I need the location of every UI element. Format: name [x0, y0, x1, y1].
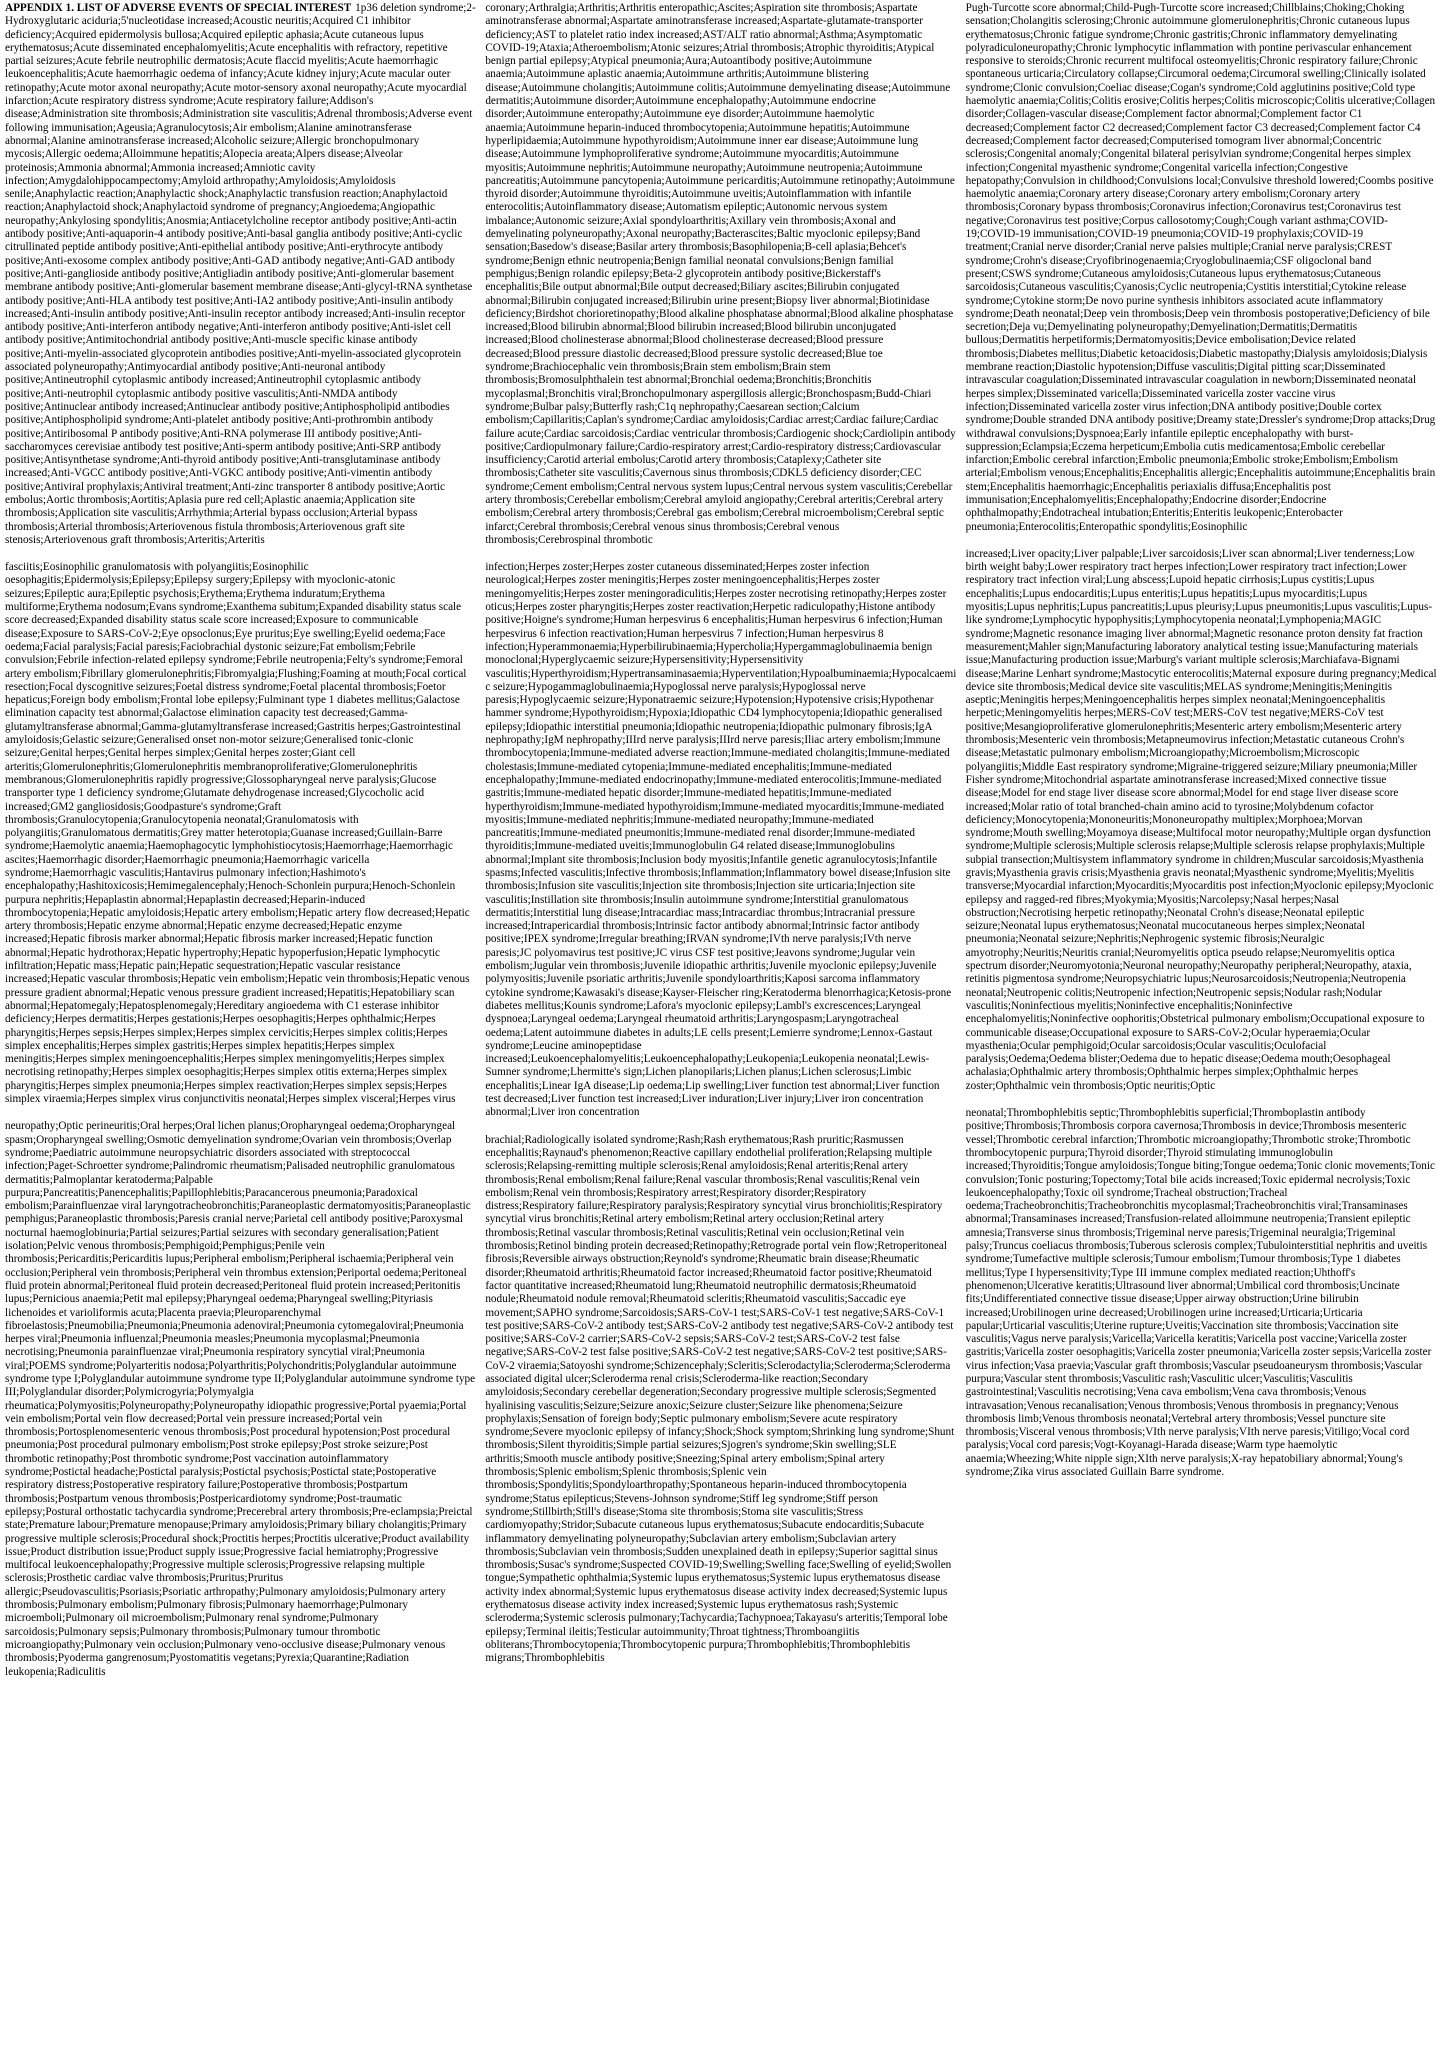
paragraph-text: 1p36 deletion syndrome;2-Hydroxyglutaric aciduria;5'nucleotidase increased;Acoustic neuritis;Acquired C1 inhibitor deficiency;Acquired epidermolysis bullosa;Acquired epileptic aphasia;Acute cutaneous lupus erythematosus;Acute disseminated encephalomyelitis;Acute encephalitis with refractory, repetitive partial seizures;Acute febrile neutrophilic dermatosis;Acute flaccid myelitis;Acute haemorrhagic leukoencephalitis;Acute haemorrhagic oedema of infancy;Acute kidney injury;Acute macular outer retinopathy;Acute motor axonal neuropathy;Acute motor-sensory axonal neuropathy;Acute myocardial infarction;Acute respiratory distress syndrome;Acute respiratory failure;Addison's disease;Administration site thrombosis;Administration site vasculitis;Adrenal thrombosis;Adverse event following immunisation;Ageusia;Agranulocytosis;Air embolism;Alanine aminotransferase abnormal;Alanine aminotransferase increased;Alcoholic seizure;Allergic bronchopulmonary mycosis;Allergic oedema;Alloimmune hepatitis;Alopecia areata;Alpers disease;Alveolar proteinosis;Ammonia abnormal;Ammonia increased;Amniotic cavity infection;Amygdalohippocampectomy;Amyloid arthropathy;Amyloidosis;Amyloidosis senile;Anaphylactic reaction;Anaphylactic shock;Anaphylactic transfusion reaction;Anaphylactoid reaction;Anaphylactoid shock;Anaphylactoid syndrome of pregnancy;Angioedema;Angiopathic neuropathy;Ankylosing spondylitis;Anosmia;Antiacetylcholine receptor antibody positive;Anti-actin antibody positive;Anti-aquaporin-4 antibody positive;Anti-basal ganglia antibody positive;Anti-cyclic citrullinated peptide antibody positive;Anti-epithelial antibody positive;Anti-erythrocyte antibody positive;Anti-exosome complex antibody positive;Anti-GAD antibody negative;Anti-GAD antibody positive;Anti-ganglioside antibody positive;Antigliadin antibody positive;Anti-glomerular basement membrane antibody positive;Anti-glomerular basement membrane disease;Anti-glycyl-tRNA synthetase antibody positive;Anti-HLA antibody test positive;Anti-IA2 antibody positive;Anti-insulin antibody increased;Anti-insulin antibody positive;Anti-insulin receptor antibody increased;Anti-insulin receptor antibody positive;Anti-interferon antibody negative;Anti-interferon antibody positive;Anti-islet cell antibody positive;Antimitochondrial antibody positive;Anti-muscle specific kinase antibody positive;Anti-myelin-associated glycoprotein antibodies positive;Anti-myelin-associated glycoprotein associated polyneuropathy;Antimyocardial antibody positive;Anti-neuronal antibody positive;Antineutrophil cytoplasmic antibody increased;Antineutrophil cytoplasmic antibody positive;Anti-neutrophil cytoplasmic antibody positive vasculitis;Anti-NMDA antibody positive;Antinuclear antibody increased;Antinuclear antibody positive;Antiphospholipid antibodies positive;Antiphospholipid syndrome;Anti-platelet antibody positive;Anti-prothrombin antibody positive;Antiribosomal P antibody positive;Anti-RNA polymerase III antibody positive;Anti-saccharomyces cerevisiae antibody test positive;Anti-sperm antibody positive;Anti-SRP antibody positive;Antisynthetase syndrome;Anti-thyroid antibody positive;Anti-transglutaminase antibody increased;Anti-VGCC antibody positive;Anti-VGKC antibody positive;Anti-vimentin antibody positive;Antiviral prophylaxis;Antiviral treatment;Anti-zinc transporter 8 antibody positive;Aortic embolus;Aortic thrombosis;Aortitis;Aplasia pure red cell;Aplastic anaemia;Application site thrombosis;Application site vasculitis;Arrhythmia;Arterial bypass occlusion;Arterial bypass thrombosis;Arterial thrombosis;Arteriovenous fistula thrombosis;Arteriovenous graft site stenosis;Arteriovenous graft thrombosis;Arteritis;Arteritis	[5, 2, 476, 546]
paragraph: coronary;Arthralgia;Arthritis;Arthritis enteropathic;Ascites;Aspiration site thrombosis;Aspartate aminotransferase abnormal;Aspartate aminotransferase increased;Aspartate-glutamate-transporter deficiency;AST to platelet ratio index increased;AST/ALT ratio abnormal;Asthma;Asymptomatic COVID-19;Ataxia;Atheroembolism;Atonic seizures;Atrial thrombosis;Atrophic thyroiditis;Atypical benign partial epilepsy;Atypical pneumonia;Aura;Autoantibody positive;Autoimmune anaemia;Autoimmune aplastic anaemia;Autoimmune arthritis;Autoimmune blistering disease;Autoimmune cholangitis;Autoimmune colitis;Autoimmune demyelinating disease;Autoimmune dermatitis;Autoimmune disorder;Autoimmune encephalopathy;Autoimmune endocrine disorder;Autoimmune enteropathy;Autoimmune eye disorder;Autoimmune haemolytic anaemia;Autoimmune heparin-induced thrombocytopenia;Autoimmune hepatitis;Autoimmune hyperlipidaemia;Autoimmune hypothyroidism;Autoimmune inner ear disease;Autoimmune lung disease;Autoimmune lymphoproliferative syndrome;Autoimmune myocarditis;Autoimmune myositis;Autoimmune nephritis;Autoimmune neuropathy;Autoimmune neutropenia;Autoimmune pancreatitis;Autoimmune pancytopenia;Autoimmune pericarditis;Autoimmune retinopathy;Autoimmune thyroid disorder;Autoimmune thyroiditis;Autoimmune uveitis;Autoinflammation with infantile enterocolitis;Autoinflammatory disease;Automatism epileptic;Autonomic nervous system imbalance;Autonomic seizure;Axial spondyloarthritis;Axillary vein thrombosis;Axonal and demyelinating polyneuropathy;Axonal neuropathy;Bacterascites;Baltic myoclonic epilepsy;Band sensation;Basedow's disease;Basilar artery thrombosis;Basophilopenia;B-cell aplasia;Behcet's syndrome;Benign ethnic neutropenia;Benign familial neonatal convulsions;Benign familial pemphigus;Benign rolandic epilepsy;Beta-2 glycoprotein antibody positive;Bickerstaff's encephalitis;Bile output abnormal;Bile output decreased;Biliary ascites;Bilirubin conjugated abnormal;Bilirubin conjugated increased;Bilirubin urine present;Biopsy liver abnormal;Biotinidase deficiency;Birdshot chorioretinopathy;Blood alkaline phosphatase abnormal;Blood alkaline phosphatase increased;Blood bilirubin abnormal;Blood bilirubin increased;Blood bilirubin unconjugated increased;Blood cholinesterase abnormal;Blood cholinesterase decreased;Blood pressure decreased;Blood pressure diastolic decreased;Blood pressure systolic decreased;Blue toe syndrome;Brachiocephalic vein thrombosis;Brain stem embolism;Brain stem thrombosis;Bromosulphthalein test abnormal;Bronchial oedema;Bronchitis;Bronchitis mycoplasmal;Bronchitis viral;Bronchopulmonary aspergillosis allergic;Bronchospasm;Budd-Chiari syndrome;Bulbar palsy;Butterfly rash;C1q nephropathy;Caesarean section;Calcium embolism;Capillaritis;Caplan's syndrome;Cardiac amyloidosis;Cardiac arrest;Cardiac failure;Cardiac failure acute;Cardiac sarcoidosis;Cardiac ventricular thrombosis;Cardiogenic shock;Cardiolipin antibody positive;Cardiopulmonary failure;Cardio-respiratory arrest;Cardio-respiratory distress;Cardiovascular insufficiency;Carotid arterial embolus;Carotid artery thrombosis;Cataplexy;Catheter site thrombosis;Catheter site vasculitis;Cavernous sinus thrombosis;CDKL5 deficiency disorder;CEC syndrome;Cement embolism;Central nervous system lupus;Central nervous system vasculitis;Cerebellar artery thrombosis;Cerebellar embolism;Cerebral amyloid angiopathy;Cerebral arteritis;Cerebral artery embolism;Cerebral artery thrombosis;Cerebral gas embolism;Cerebral microembolism;Cerebral septic infarct;Cerebral thrombosis;Cerebral venous sinus thrombosis;Cerebral venous thrombosis;Cerebrospinal thrombotic	[485, 2, 956, 546]
text-columns	[5, 2, 1437, 2048]
paragraph: infection;Herpes zoster;Herpes zoster cutaneous disseminated;Herpes zoster infection neurological;Herpes zoster meningitis;Herpes zoster meningoencephalitis;Herpes zoster meningomyelitis;Herpes zoster meningoradiculitis;Herpes zoster necrotising retinopathy;Herpes zoster oticus;Herpes zoster pharyngitis;Herpes zoster reactivation;Herpetic radiculopathy;Histone antibody positive;Hoigne's syndrome;Human herpesvirus 6 encephalitis;Human herpesvirus 6 infection;Human herpesvirus 6 infection reactivation;Human herpesvirus 7 infection;Human herpesvirus 8 infection;Hyperammonaemia;Hyperbilirubinaemia;Hypercholia;Hypergammaglobulinaemia benign monoclonal;Hyperglycaemic seizure;Hypersensitivity;Hypersensitivity vasculitis;Hyperthyroidism;Hypertransaminasaemia;Hyperventilation;Hypoalbuminaemia;Hypocalcaemic seizure;Hypogammaglobulinaemia;Hypoglossal nerve paralysis;Hypoglossal nerve paresis;Hypoglycaemic seizure;Hyponatraemic seizure;Hypotension;Hypotensive crisis;Hypothenar hammer syndrome;Hypothyroidism;Hypoxia;Idiopathic CD4 lymphocytopenia;Idiopathic generalised epilepsy;Idiopathic interstitial pneumonia;Idiopathic neutropenia;Idiopathic pulmonary fibrosis;IgA nephropathy;IgM nephropathy;IIIrd nerve paralysis;IIIrd nerve paresis;Iliac artery embolism;Immune thrombocytopenia;Immune-mediated adverse reaction;Immune-mediated cholangitis;Immune-mediated cholestasis;Immune-mediated cytopenia;Immune-mediated encephalitis;Immune-mediated encephalopathy;Immune-mediated endocrinopathy;Immune-mediated enterocolitis;Immune-mediated gastritis;Immune-mediated hepatic disorder;Immune-mediated hepatitis;Immune-mediated hyperthyroidism;Immune-mediated hypothyroidism;Immune-mediated myocarditis;Immune-mediated myositis;Immune-mediated nephritis;Immune-mediated neuropathy;Immune-mediated pancreatitis;Immune-mediated pneumonitis;Immune-mediated renal disorder;Immune-mediated thyroiditis;Immune-mediated uveitis;Immunoglobulin G4 related disease;Immunoglobulins abnormal;Implant site thrombosis;Inclusion body myositis;Infantile genetic agranulocytosis;Infantile spasms;Infected vasculitis;Infective thrombosis;Inflammation;Inflammatory bowel disease;Infusion site thrombosis;Infusion site vasculitis;Injection site thrombosis;Injection site urticaria;Injection site vasculitis;Instillation site thrombosis;Insulin autoimmune syndrome;Interstitial granulomatous dermatitis;Interstitial lung disease;Intracardiac mass;Intracardiac thrombus;Intracranial pressure increased;Intrapericardial thrombosis;Intrinsic factor antibody abnormal;Intrinsic factor antibody positive;IPEX syndrome;Irregular breathing;IRVAN syndrome;IVth nerve paralysis;IVth nerve paresis;JC polyomavirus test positive;JC virus CSF test positive;Jeavons syndrome;Jugular vein embolism;Jugular vein thrombosis;Juvenile idiopathic arthritis;Juvenile myoclonic epilepsy;Juvenile polymyositis;Juvenile psoriatic arthritis;Juvenile spondyloarthritis;Kaposi sarcoma inflammatory cytokine syndrome;Kawasaki's disease;Kayser-Fleischer ring;Keratoderma blenorrhagica;Ketosis-prone diabetes mellitus;Kounis syndrome;Lafora's myoclonic epilepsy;Lambl's excrescences;Laryngeal dyspnoea;Laryngeal oedema;Laryngeal rheumatoid arthritis;Laryngospasm;Laryngotracheal oedema;Latent autoimmune diabetes in adults;LE cells present;Lemierre syndrome;Lennox-Gastaut syndrome;Leucine aminopeptidase increased;Leukoencephalomyelitis;Leukoencephalopathy;Leukopenia;Leukopenia neonatal;Lewis-Sumner syndrome;Lhermitte's sign;Lichen planopilaris;Lichen planus;Lichen sclerosus;Limbic encephalitis;Linear IgA disease;Lip oedema;Lip swelling;Liver function test abnormal;Liver function test decreased;Liver function test increased;Liver induration;Liver injury;Liver iron concentration abnormal;Liver iron concentration	[485, 561, 957, 1119]
column-2	[485, 2, 956, 2048]
column-3	[966, 2, 1437, 2048]
paragraph: neonatal;Thrombophlebitis septic;Thrombophlebitis superficial;Thromboplastin antibody positive;Thrombosis;Thrombosis corpora cavernosa;Thrombosis in device;Thrombosis mesenteric vessel;Thrombotic cerebral infarction;Thrombotic microangiopathy;Thrombotic stroke;Thrombotic thrombocytopenic purpura;Thyroid disorder;Thyroid stimulating immunoglobulin increased;Thyroiditis;Tongue amyloidosis;Tongue biting;Tongue oedema;Tonic clonic movements;Tonic convulsion;Tonic posturing;Topectomy;Total bile acids increased;Toxic epidermal necrolysis;Toxic leukoencephalopathy;Toxic oil syndrome;Tracheal obstruction;Tracheal oedema;Tracheobronchitis;Tracheobronchitis mycoplasmal;Tracheobronchitis viral;Transaminases abnormal;Transaminases increased;Transfusion-related alloimmune neutropenia;Transient epileptic amnesia;Transverse sinus thrombosis;Trigeminal nerve paresis;Trigeminal neuralgia;Trigeminal palsy;Truncus coeliacus thrombosis;Tuberous sclerosis complex;Tubulointerstitial nephritis and uveitis syndrome;Tumefactive multiple sclerosis;Tumour embolism;Tumour thrombosis;Type 1 diabetes mellitus;Type I hypersensitivity;Type III immune complex mediated reaction;Uhthoff's phenomenon;Ulcerative keratitis;Ultrasound liver abnormal;Umbilical cord thrombosis;Uncinate fits;Undifferentiated connective tissue disease;Upper airway obstruction;Urine bilirubin increased;Urobilinogen urine decreased;Urobilinogen urine increased;Urticaria;Urticaria papular;Urticarial vasculitis;Uterine rupture;Uveitis;Vaccination site thrombosis;Vaccination site vasculitis;Vagus nerve paralysis;Varicella;Varicella keratitis;Varicella post vaccine;Varicella zoster gastritis;Varicella zoster oesophagitis;Varicella zoster pneumonia;Varicella zoster sepsis;Varicella zoster virus infection;Vasa praevia;Vascular graft thrombosis;Vascular pseudoaneurysm thrombosis;Vascular purpura;Vascular stent thrombosis;Vasculitic rash;Vasculitic ulcer;Vasculitis;Vasculitis gastrointestinal;Vasculitis necrotising;Vena cava embolism;Vena cava thrombosis;Venous intravasation;Venous recanalisation;Venous thrombosis;Venous thrombosis in pregnancy;Venous thrombosis limb;Venous thrombosis neonatal;Vertebral artery thrombosis;Vessel puncture site thrombosis;Visceral venous thrombosis;VIth nerve paralysis;VIth nerve paresis;Vitiligo;Vocal cord paralysis;Vocal cord paresis;Vogt-Koyanagi-Harada disease;Warm type haemolytic anaemia;Wheezing;White nipple sign;XIth nerve paralysis;X-ray hepatobiliary abnormal;Young's syndrome;Zika virus associated Guillain Barre syndrome.	[965, 1107, 1435, 1479]
paragraph: fasciitis;Eosinophilic granulomatosis with polyangiitis;Eosinophilic oesophagitis;Epidermolysis;Epilepsy;Epilepsy surgery;Epilepsy with myoclonic-atonic seizures;Epileptic aura;Epileptic psychosis;Erythema;Erythema induratum;Erythema multiforme;Erythema nodosum;Evans syndrome;Exanthema subitum;Expanded disability status scale score decreased;Expanded disability status scale score increased;Exposure to communicable disease;Exposure to SARS-CoV-2;Eye opsoclonus;Eye pruritus;Eye swelling;Eyelid oedema;Face oedema;Facial paralysis;Facial paresis;Faciobrachial dystonic seizure;Fat embolism;Febrile convulsion;Febrile infection-related epilepsy syndrome;Febrile neutropenia;Felty's syndrome;Femoral artery embolism;Fibrillary glomerulonephritis;Fibromyalgia;Flushing;Foaming at mouth;Focal cortical resection;Focal dyscognitive seizures;Foetal distress syndrome;Foetal placental thrombosis;Foetor hepaticus;Foreign body embolism;Frontal lobe epilepsy;Fulminant type 1 diabetes mellitus;Galactose elimination capacity test abnormal;Galactose elimination capacity test decreased;Gamma-glutamyltransferase abnormal;Gamma-glutamyltransferase increased;Gastritis herpes;Gastrointestinal amyloidosis;Gelastic seizure;Generalised onset non-motor seizure;Generalised tonic-clonic seizure;Genital herpes;Genital herpes simplex;Genital herpes zoster;Giant cell arteritis;Glomerulonephritis;Glomerulonephritis membranoproliferative;Glomerulonephritis membranous;Glomerulonephritis rapidly progressive;Glossopharyngeal nerve paralysis;Glucose transporter type 1 deficiency syndrome;Glutamate dehydrogenase increased;Glycocholic acid increased;GM2 gangliosidosis;Goodpasture's syndrome;Graft thrombosis;Granulocytopenia;Granulocytopenia neonatal;Granulomatosis with polyangiitis;Granulomatous dermatitis;Grey matter heterotopia;Guanase increased;Guillain-Barre syndrome;Haemolytic anaemia;Haemophagocytic lymphohistiocytosis;Haemorrhage;Haemorrhagic ascites;Haemorrhagic disorder;Haemorrhagic pneumonia;Haemorrhagic varicella syndrome;Haemorrhagic vasculitis;Hantavirus pulmonary infection;Hashimoto's encephalopathy;Hashitoxicosis;Hemimegalencephaly;Henoch-Schonlein purpura;Henoch-Schonlein purpura nephritis;Hepaplastin abnormal;Hepaplastin decreased;Heparin-induced thrombocytopenia;Hepatic amyloidosis;Hepatic artery embolism;Hepatic artery flow decreased;Hepatic artery thrombosis;Hepatic enzyme abnormal;Hepatic enzyme decreased;Hepatic enzyme increased;Hepatic fibrosis marker abnormal;Hepatic fibrosis marker increased;Hepatic function abnormal;Hepatic hydrothorax;Hepatic hypertrophy;Hepatic hypoperfusion;Hepatic lymphocytic infiltration;Hepatic mass;Hepatic pain;Hepatic sequestration;Hepatic vascular resistance increased;Hepatic vascular thrombosis;Hepatic vein embolism;Hepatic vein thrombosis;Hepatic venous pressure gradient abnormal;Hepatic venous pressure gradient increased;Hepatitis;Hepatobiliary scan abnormal;Hepatomegaly;Hepatosplenomegaly;Hereditary angioedema with C1 esterase inhibitor deficiency;Herpes dermatitis;Herpes gestationis;Herpes oesophagitis;Herpes ophthalmic;Herpes pharyngitis;Herpes sepsis;Herpes simplex;Herpes simplex cervicitis;Herpes simplex colitis;Herpes simplex encephalitis;Herpes simplex gastritis;Herpes simplex hepatitis;Herpes simplex meningitis;Herpes simplex meningoencephalitis;Herpes simplex meningomyelitis;Herpes simplex necrotising retinopathy;Herpes simplex oesophagitis;Herpes simplex otitis externa;Herpes simplex pharyngitis;Herpes simplex pneumonia;Herpes simplex reactivation;Herpes simplex sepsis;Herpes simplex viraemia;Herpes simplex virus conjunctivitis neonatal;Herpes simplex visceral;Herpes virus	[5, 561, 470, 1106]
paragraph	[5, 2, 476, 547]
paragraph: increased;Liver opacity;Liver palpable;Liver sarcoidosis;Liver scan abnormal;Liver tenderness;Low birth weight baby;Lower respiratory tract herpes infection;Lower respiratory tract infection;Lower respiratory tract infection viral;Lung abscess;Lupoid hepatic cirrhosis;Lupus cystitis;Lupus encephalitis;Lupus endocarditis;Lupus enteritis;Lupus hepatitis;Lupus myocarditis;Lupus myositis;Lupus nephritis;Lupus pancreatitis;Lupus pleurisy;Lupus pneumonitis;Lupus vasculitis;Lupus-like syndrome;Lymphocytic hypophysitis;Lymphocytopenia neonatal;Lymphopenia;MAGIC syndrome;Magnetic resonance imaging liver abnormal;Magnetic resonance proton density fat fraction measurement;Mahler sign;Manufacturing laboratory analytical testing issue;Manufacturing materials issue;Manufacturing production issue;Marburg's variant multiple sclerosis;Marchiafava-Bignami disease;Marine Lenhart syndrome;Mastocytic enterocolitis;Maternal exposure during pregnancy;Medical device site thrombosis;Medical device site vasculitis;MELAS syndrome;Meningitis;Meningitis aseptic;Meningitis herpes;Meningoencephalitis herpes simplex neonatal;Meningoencephalitis herpetic;Meningomyelitis herpes;MERS-CoV test;MERS-CoV test negative;MERS-CoV test positive;Mesangioproliferative glomerulonephritis;Mesenteric artery embolism;Mesenteric artery thrombosis;Mesenteric vein thrombosis;Metapneumovirus infection;Metastatic cutaneous Crohn's disease;Metastatic pulmonary embolism;Microangiopathy;Microembolism;Microscopic polyangiitis;Middle East respiratory syndrome;Migraine-triggered seizure;Miliary pneumonia;Miller Fisher syndrome;Mitochondrial aspartate aminotransferase increased;Mixed connective tissue disease;Model for end stage liver disease score abnormal;Model for end stage liver disease score increased;Molar ratio of total branched-chain amino acid to tyrosine;Molybdenum cofactor deficiency;Monocytopenia;Mononeuritis;Mononeuropathy multiplex;Morphoea;Morvan syndrome;Mouth swelling;Moyamoya disease;Multifocal motor neuropathy;Multiple organ dysfunction syndrome;Multiple sclerosis;Multiple sclerosis relapse;Multiple sclerosis relapse prophylaxis;Multiple subpial transection;Multisystem inflammatory syndrome in children;Muscular sarcoidosis;Myasthenia gravis;Myasthenia gravis crisis;Myasthenia gravis neonatal;Myasthenic syndrome;Myelitis;Myelitis transverse;Myocardial infarction;Myocarditis;Myocarditis post infection;Myoclonic epilepsy;Myoclonic epilepsy and ragged-red fibres;Myokymia;Myositis;Narcolepsy;Nasal herpes;Nasal obstruction;Necrotising herpetic retinopathy;Neonatal Crohn's disease;Neonatal epileptic seizure;Neonatal lupus erythematosus;Neonatal mucocutaneous herpes simplex;Neonatal pneumonia;Neonatal seizure;Nephritis;Nephrogenic systemic fibrosis;Neuralgic amyotrophy;Neuritis;Neuritis cranial;Neuromyelitis optica pseudo relapse;Neuromyelitis optica spectrum disorder;Neuromyotonia;Neuronal neuropathy;Neuropathy peripheral;Neuropathy, ataxia, retinitis pigmentosa syndrome;Neuropsychiatric lupus;Neurosarcoidosis;Neutropenia;Neutropenia neonatal;Neutropenic colitis;Neutropenic infection;Neutropenic sepsis;Nodular rash;Nodular vasculitis;Noninfectious myelitis;Noninfective encephalitis;Noninfective encephalomyelitis;Noninfective oophoritis;Obstetrical pulmonary embolism;Occupational exposure to communicable disease;Occupational exposure to SARS-CoV-2;Ocular hyperaemia;Ocular myasthenia;Ocular pemphigoid;Ocular sarcoidosis;Ocular vasculitis;Oculofacial paralysis;Oedema;Oedema blister;Oedema due to hepatic disease;Oedema mouth;Oesophageal achalasia;Ophthalmic artery thrombosis;Ophthalmic herpes simplex;Ophthalmic herpes zoster;Ophthalmic vein thrombosis;Optic neuritis;Optic	[965, 547, 1437, 1092]
paragraph: brachial;Radiologically isolated syndrome;Rash;Rash erythematous;Rash pruritic;Rasmussen encephalitis;Raynaud's phenomenon;Reactive capillary endothelial proliferation;Relapsing multiple sclerosis;Relapsing-remitting multiple sclerosis;Renal amyloidosis;Renal arteritis;Renal artery thrombosis;Renal embolism;Renal failure;Renal vascular thrombosis;Renal vasculitis;Renal vein embolism;Renal vein thrombosis;Respiratory arrest;Respiratory disorder;Respiratory distress;Respiratory failure;Respiratory paralysis;Respiratory syncytial virus bronchiolitis;Respiratory syncytial virus bronchitis;Retinal artery embolism;Retinal artery occlusion;Retinal artery thrombosis;Retinal vascular thrombosis;Retinal vasculitis;Retinal vein occlusion;Retinal vein thrombosis;Retinol binding protein decreased;Retinopathy;Retrograde portal vein flow;Retroperitoneal fibrosis;Reversible airways obstruction;Reynold's syndrome;Rheumatic brain disease;Rheumatic disorder;Rheumatoid arthritis;Rheumatoid factor increased;Rheumatoid factor positive;Rheumatoid factor quantitative increased;Rheumatoid lung;Rheumatoid neutrophilic dermatosis;Rheumatoid nodule;Rheumatoid nodule removal;Rheumatoid scleritis;Rheumatoid vasculitis;Saccadic eye movement;SAPHO syndrome;Sarcoidosis;SARS-CoV-1 test;SARS-CoV-1 test negative;SARS-CoV-1 test positive;SARS-CoV-2 antibody test;SARS-CoV-2 antibody test negative;SARS-CoV-2 antibody test positive;SARS-CoV-2 carrier;SARS-CoV-2 sepsis;SARS-CoV-2 test;SARS-CoV-2 test false negative;SARS-CoV-2 test false positive;SARS-CoV-2 test negative;SARS-CoV-2 test positive;SARS-CoV-2 viraemia;Satoyoshi syndrome;Schizencephaly;Scleritis;Sclerodactylia;Scleroderma;Scleroderma associated digital ulcer;Scleroderma renal crisis;Scleroderma-like reaction;Secondary amyloidosis;Secondary cerebellar degeneration;Secondary progressive multiple sclerosis;Segmented hyalinising vasculitis;Seizure;Seizure anoxic;Seizure cluster;Seizure like phenomena;Seizure prophylaxis;Sensation of foreign body;Septic pulmonary embolism;Severe acute respiratory syndrome;Severe myoclonic epilepsy of infancy;Shock;Shock symptom;Shrinking lung syndrome;Shunt thrombosis;Silent thyroiditis;Simple partial seizures;Sjogren's syndrome;Skin swelling;SLE arthritis;Smooth muscle antibody positive;Sneezing;Spinal artery embolism;Spinal artery thrombosis;Splenic embolism;Splenic thrombosis;Splenic vein thrombosis;Spondylitis;Spondyloarthropathy;Spontaneous heparin-induced thrombocytopenia syndrome;Status epilepticus;Stevens-Johnson syndrome;Stiff leg syndrome;Stiff person syndrome;Stillbirth;Still's disease;Stoma site thrombosis;Stoma site vasculitis;Stress cardiomyopathy;Stridor;Subacute cutaneous lupus erythematosus;Subacute endocarditis;Subacute inflammatory demyelinating polyneuropathy;Subclavian artery embolism;Subclavian artery thrombosis;Subclavian vein thrombosis;Sudden unexplained death in epilepsy;Superior sagittal sinus thrombosis;Susac's syndrome;Suspected COVID-19;Swelling;Swelling face;Swelling of eyelid;Swollen tongue;Sympathetic ophthalmia;Systemic lupus erythematosus;Systemic lupus erythematosus disease activity index abnormal;Systemic lupus erythematosus disease activity index decreased;Systemic lupus erythematosus disease activity index increased;Systemic lupus erythematosus rash;Systemic scleroderma;Systemic sclerosis pulmonary;Tachycardia;Tachypnoea;Takayasu's arteritis;Temporal lobe epilepsy;Terminal ileitis;Testicular autoimmunity;Throat tightness;Thromboangiitis obliterans;Thrombocytopenia;Thrombocytopenic purpura;Thrombophlebitis;Thrombophlebitis migrans;Thrombophlebitis	[485, 1133, 955, 1665]
paragraph: Pugh-Turcotte score abnormal;Child-Pugh-Turcotte score increased;Chillblains;Choking;Choking sensation;Cholangitis sclerosing;Chronic autoimmune glomerulonephritis;Chronic cutaneous lupus erythematosus;Chronic fatigue syndrome;Chronic gastritis;Chronic inflammatory demyelinating polyradiculoneuropathy;Chronic lymphocytic inflammation with pontine perivascular enhancement responsive to steroids;Chronic recurrent multifocal osteomyelitis;Chronic respiratory failure;Chronic spontaneous urticaria;Circulatory collapse;Circumoral oedema;Circumoral swelling;Clinically isolated syndrome;Clonic convulsion;Coeliac disease;Cogan's syndrome;Cold agglutinins positive;Cold type haemolytic anaemia;Colitis;Colitis erosive;Colitis herpes;Colitis microscopic;Colitis ulcerative;Collagen disorder;Collagen-vascular disease;Complement factor abnormal;Complement factor C1 decreased;Complement factor C2 decreased;Complement factor C3 decreased;Complement factor C4 decreased;Complement factor decreased;Computerised tomogram liver abnormal;Concentric sclerosis;Congenital anomaly;Congenital bilateral perisylvian syndrome;Congenital herpes simplex infection;Congenital myasthenic syndrome;Congenital varicella infection;Congestive hepatopathy;Convulsion in childhood;Convulsions local;Convulsive threshold lowered;Coombs positive haemolytic anaemia;Coronary artery disease;Coronary artery embolism;Coronary artery thrombosis;Coronary bypass thrombosis;Coronavirus infection;Coronavirus test;Coronavirus test negative;Coronavirus test positive;Corpus callosotomy;Cough;Cough variant asthma;COVID-19;COVID-19 immunisation;COVID-19 pneumonia;COVID-19 prophylaxis;COVID-19 treatment;Cranial nerve disorder;Cranial nerve palsies multiple;Cranial nerve paralysis;CREST syndrome;Crohn's disease;Cryofibrinogenaemia;Cryoglobulinaemia;CSF oligoclonal band present;CSWS syndrome;Cutaneous amyloidosis;Cutaneous lupus erythematosus;Cutaneous sarcoidosis;Cutaneous vasculitis;Cyanosis;Cyclic neutropenia;Cystitis interstitial;Cytokine release syndrome;Cytokine storm;De novo purine synthesis inhibitors associated acute inflammatory syndrome;Death neonatal;Deep vein thrombosis;Deep vein thrombosis postoperative;Deficiency of bile secretion;Deja vu;Demyelinating polyneuropathy;Demyelination;Dermatitis;Dermatitis bullous;Dermatitis herpetiformis;Dermatomyositis;Device embolisation;Device related thrombosis;Diabetes mellitus;Diabetic ketoacidosis;Diabetic mastopathy;Dialysis amyloidosis;Dialysis membrane reaction;Diastolic hypotension;Diffuse vasculitis;Digital pitting scar;Disseminated intravascular coagulation;Disseminated intravascular coagulation in newborn;Disseminated neonatal herpes simplex;Disseminated varicella;Disseminated varicella zoster vaccine virus infection;Disseminated varicella zoster virus infection;DNA antibody positive;Double cortex syndrome;Double stranded DNA antibody positive;Dreamy state;Dressler's syndrome;Drop attacks;Drug withdrawal convulsions;Dyspnoea;Early infantile epileptic encephalopathy with burst-suppression;Eclampsia;Eczema herpeticum;Embolia cutis medicamentosa;Embolic cerebellar infarction;Embolic cerebral infarction;Embolic pneumonia;Embolic stroke;Embolism;Embolism arterial;Embolism venous;Encephalitis;Encephalitis allergic;Encephalitis autoimmune;Encephalitis brain stem;Encephalitis haemorrhagic;Encephalitis periaxialis diffusa;Encephalitis post immunisation;Encephalomyelitis;Encephalopathy;Endocrine disorder;Endocrine ophthalmopathy;Endotracheal intubation;Enteritis;Enteritis leukopenic;Enterobacter pneumonia;Enterocolitis;Enteropathic spondylitis;Eosinophilic	[965, 2, 1436, 533]
paragraph: neuropathy;Optic perineuritis;Oral herpes;Oral lichen planus;Oropharyngeal oedema;Oropharyngeal spasm;Oropharyngeal swelling;Osmotic demyelination syndrome;Ovarian vein thrombosis;Overlap syndrome;Paediatric autoimmune neuropsychiatric disorders associated with streptococcal infection;Paget-Schroetter syndrome;Palindromic rheumatism;Palisaded neutrophilic granulomatous dermatitis;Palmoplantar keratoderma;Palpable purpura;Pancreatitis;Panencephalitis;Papillophlebitis;Paracancerous pneumonia;Paradoxical embolism;Parainfluenzae viral laryngotracheobronchitis;Paraneoplastic dermatomyositis;Paraneoplastic pemphigus;Paraneoplastic thrombosis;Paresis cranial nerve;Parietal cell antibody positive;Paroxysmal nocturnal haemoglobinuria;Partial seizures;Partial seizures with secondary generalisation;Patient isolation;Pelvic venous thrombosis;Pemphigoid;Pemphigus;Penile vein thrombosis;Pericarditis;Pericarditis lupus;Peripheral embolism;Peripheral ischaemia;Peripheral vein occlusion;Peripheral vein thrombosis;Peripheral vein thrombus extension;Periportal oedema;Peritoneal fluid protein abnormal;Peritoneal fluid protein decreased;Peritoneal fluid protein increased;Peritonitis lupus;Pernicious anaemia;Petit mal epilepsy;Pharyngeal oedema;Pharyngeal swelling;Pityriasis lichenoides et varioliformis acuta;Placenta praevia;Pleuroparenchymal fibroelastosis;Pneumobilia;Pneumonia;Pneumonia adenoviral;Pneumonia cytomegaloviral;Pneumonia herpes viral;Pneumonia influenzal;Pneumonia measles;Pneumonia mycoplasmal;Pneumonia necrotising;Pneumonia parainfluenzae viral;Pneumonia respiratory syncytial viral;Pneumonia viral;POEMS syndrome;Polyarteritis nodosa;Polyarthritis;Polychondritis;Polyglandular autoimmune syndrome type I;Polyglandular autoimmune syndrome type II;Polyglandular autoimmune syndrome type III;Polyglandular disorder;Polymicrogyria;Polymyalgia rheumatica;Polymyositis;Polyneuropathy;Polyneuropathy idiopathic progressive;Portal pyaemia;Portal vein embolism;Portal vein flow decreased;Portal vein pressure increased;Portal vein thrombosis;Portosplenomesenteric venous thrombosis;Post procedural hypotension;Post procedural pneumonia;Post procedural pulmonary embolism;Post stroke epilepsy;Post stroke seizure;Post thrombotic retinopathy;Post thrombotic syndrome;Post vaccination autoinflammatory syndrome;Postictal headache;Postictal paralysis;Postictal psychosis;Postictal state;Postoperative respiratory distress;Postoperative respiratory failure;Postoperative thrombosis;Postpartum thrombosis;Postpartum venous thrombosis;Postpericardiotomy syndrome;Post-traumatic epilepsy;Postural orthostatic tachycardia syndrome;Precerebral artery thrombosis;Pre-eclampsia;Preictal state;Premature labour;Premature menopause;Primary amyloidosis;Primary biliary cholangitis;Primary progressive multiple sclerosis;Procedural shock;Proctitis herpes;Proctitis ulcerative;Product availability issue;Product distribution issue;Product supply issue;Progressive facial hemiatrophy;Progressive multifocal leukoencephalopathy;Progressive multiple sclerosis;Progressive relapsing multiple sclerosis;Prosthetic cardiac valve thrombosis;Pruritus;Pruritus allergic;Pseudovasculitis;Psoriasis;Psoriatic arthropathy;Pulmonary amyloidosis;Pulmonary artery thrombosis;Pulmonary embolism;Pulmonary fibrosis;Pulmonary haemorrhage;Pulmonary microemboli;Pulmonary oil microembolism;Pulmonary renal syndrome;Pulmonary sarcoidosis;Pulmonary sepsis;Pulmonary thrombosis;Pulmonary tumour thrombotic microangiopathy;Pulmonary vein occlusion;Pulmonary veno-occlusive disease;Pulmonary venous thrombosis;Pyoderma gangrenosum;Pyostomatitis vegetans;Pyrexia;Quarantine;Radiation leukopenia;Radiculitis	[5, 1120, 476, 1678]
appendix-title: APPENDIX 1. LIST OF ADVERSE EVENTS OF SPECIAL INTEREST	[5, 2, 352, 14]
column-1	[5, 2, 476, 2048]
